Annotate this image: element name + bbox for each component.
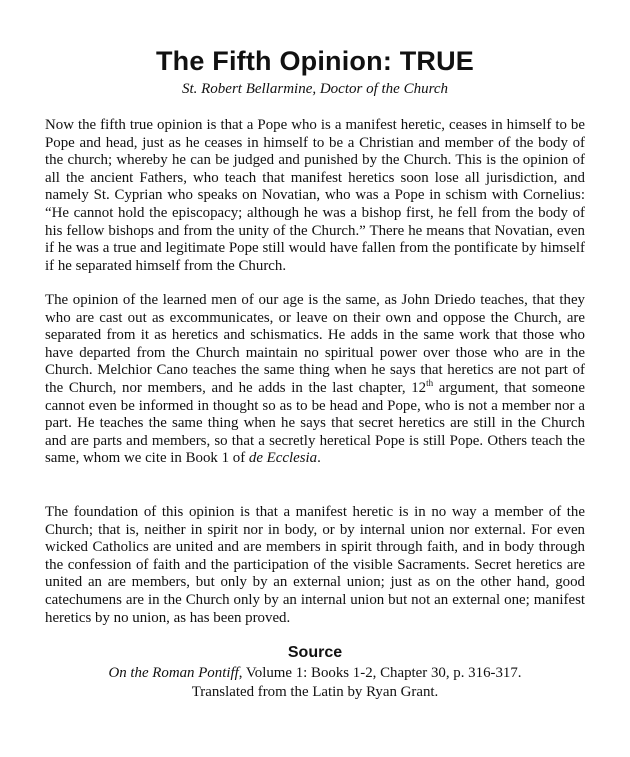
- source-translator: Translated from the Latin by Ryan Grant.: [191, 684, 439, 700]
- ordinal-superscript: th: [426, 378, 434, 388]
- paragraph-2-part-a: The opinion of the learned men of our age is the same, as John Driedo teaches, that they who are cast out as excommunicates, or leave on their own and oppose the Church, are separated from it as heretics and schismatics. He adds in the same work that those who have departed from the Church maintain no spiritual power over those who are in the Church. Melchior Cano teaches the same thing when he says that heretics are not part of the Church, nor members, and he adds in the last chapter, 12: [45, 292, 585, 396]
- source-heading: Source: [287, 644, 343, 661]
- page-title: The Fifth Opinion: TRUE: [155, 46, 475, 76]
- paragraph-1: Now the fifth true opinion is that a Pope who is a manifest heretic, ceases in himself to be Pope and head, just as he ceases in himself to be a Christian and member of the body of the church; whereby he can be judged and punished by the Church. This is the opinion of all the ancient Fathers, who teach that manifest heretics soon lose all jurisdiction, and namely St. Cyprian who speaks on Novatian, who was a Pope in schism with Cornelius: “He cannot hold the episcopacy; although he was a bishop first, he fell from the body of his fellow bishops and from the unity of the Church.” There he means that Novatian, even if he was a true and legitimate Pope still would have fallen from the pontificate by himself if he separated himself from the Church.: [45, 117, 585, 274]
- source-work-details: , Volume 1: Books 1-2, Chapter 30, p. 316-317.: [238, 665, 522, 681]
- paragraph-3: The foundation of this opinion is that a manifest heretic is in no way a member of the Church; that is, neither in spirit nor in body, or by internal union nor external. For even wicked Catholics are united and are members in spirit through faith, and in body through the confession of faith and the participation of the visible Sacraments. Secret heretics are united an are members, but only by an external union; just as on the other hand, good catechumens are in the Church only by an internal union but not an external one; manifest heretics by no union, as has been proved.: [45, 504, 585, 626]
- paragraph-2-part-b: argument, that someone cannot even be informed in thought so as to be head and Pope, who is not a member nor a part. He teaches the same thing when he says that secret heretics are still in the Church and are parts and members, so that a secretly heretical Pope is still Pope. Others teach the same, whom we cite in Book 1 of: [45, 379, 585, 467]
- source-work-title: On the Roman Pontiff: [108, 665, 239, 681]
- paragraph-2-end: .: [317, 450, 321, 467]
- source-citation: [0, 664, 630, 682]
- book-title-italic: de Ecclesia: [248, 450, 318, 467]
- author-subtitle: St. Robert Bellarmine, Doctor of the Church: [181, 81, 449, 97]
- paragraph-2: [45, 292, 585, 468]
